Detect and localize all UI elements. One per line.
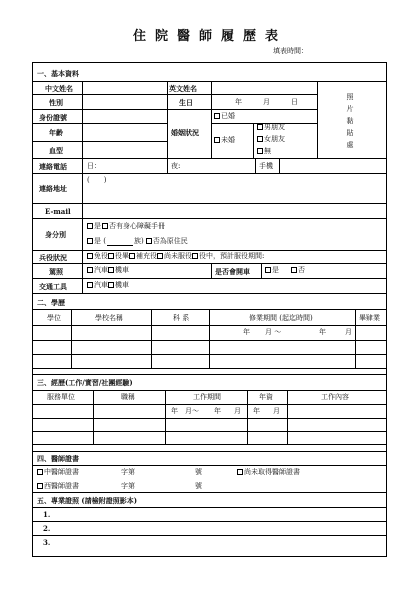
- military-exempt-checkbox[interactable]: [87, 253, 93, 259]
- divider: [33, 94, 317, 95]
- divider: [33, 109, 317, 110]
- marital-status-label: 婚姻狀況: [171, 128, 199, 137]
- english-name-label: 英文姓名: [169, 84, 197, 93]
- chinese-cert-number-label: 號: [195, 468, 202, 476]
- divider: [211, 81, 212, 159]
- girlfriend-option: 女朋友: [257, 136, 285, 143]
- divider: [317, 81, 318, 159]
- disability-option: 是 否有身心障礙手冊: [87, 223, 165, 230]
- not-obtained-checkbox[interactable]: [237, 469, 243, 475]
- divider: [33, 173, 386, 174]
- experience-col-years: 年資: [259, 393, 273, 401]
- divider: [33, 263, 386, 264]
- divider: [151, 309, 152, 368]
- divider: [33, 123, 167, 124]
- education-col-school: 學校名稱: [95, 314, 123, 322]
- blood-type-label: 血型: [49, 146, 63, 155]
- photo-label-char: 片: [346, 104, 354, 113]
- id-number-label: 身份證號: [39, 113, 67, 122]
- section-experience-heading: 三、經歷(工作/實習/社團經驗): [37, 378, 133, 387]
- aboriginal-option: 是 ( 族) 否為原住民: [87, 238, 188, 246]
- divider: [33, 390, 386, 391]
- divider: [167, 158, 168, 173]
- education-period-end-year: 年: [319, 328, 326, 336]
- chinese-name-label: 中文姓名: [45, 84, 73, 93]
- address-label: 連絡地址: [39, 184, 67, 193]
- tribe-field[interactable]: [107, 238, 133, 246]
- birthday-label: 生日: [179, 98, 193, 107]
- experience-start-year: 年: [171, 407, 178, 415]
- email-label: E-mail: [45, 207, 71, 216]
- not-obtained-option: 尚未取得醫師證書: [237, 469, 300, 476]
- resume-form: [32, 62, 387, 557]
- divider: [247, 390, 248, 444]
- birthday-year-label: 年: [235, 98, 242, 106]
- experience-col-unit: 服務單位: [47, 393, 75, 401]
- birthday-day-label: 日: [291, 98, 298, 106]
- experience-row-divider: [33, 444, 386, 445]
- divider: [33, 374, 386, 375]
- birthday-month-label: 月: [263, 98, 270, 106]
- photo-label-char: 黏: [346, 116, 354, 125]
- education-period-start-year: 年: [243, 328, 250, 336]
- military-pending-checkbox[interactable]: [157, 253, 163, 259]
- divider: [355, 309, 356, 368]
- education-col-period: 修業期間 (起迄時間): [249, 314, 313, 322]
- military-serving-checkbox[interactable]: [192, 253, 198, 259]
- experience-years-year: 年: [253, 407, 260, 415]
- divider: [33, 492, 386, 493]
- education-period-end-month: 月: [345, 328, 352, 336]
- document-title: 住院醫師履歷表: [132, 29, 287, 44]
- girlfriend-checkbox[interactable]: [257, 136, 263, 142]
- divider: [82, 81, 83, 293]
- boyfriend-option: 男朋友: [257, 124, 285, 131]
- divider: [33, 278, 386, 279]
- experience-row-divider: [33, 431, 386, 432]
- photo-label-char: 照: [346, 92, 354, 101]
- military-served-checkbox[interactable]: [108, 253, 114, 259]
- license-label: 駕照: [49, 267, 63, 276]
- mobile-label: 手機: [259, 162, 273, 170]
- photo-area: [318, 83, 382, 158]
- education-col-dept: 科 系: [173, 314, 190, 322]
- can-drive-options: 是 否: [265, 267, 305, 274]
- phone-label: 連絡電話: [39, 162, 67, 171]
- experience-start-month: 月～: [185, 407, 199, 415]
- military-substitute-checkbox[interactable]: [129, 253, 135, 259]
- divider: [255, 158, 256, 173]
- military-options: 免役 役畢 補充役 尚未服役 役中，預計服役期間:: [87, 253, 264, 260]
- divider: [33, 250, 386, 251]
- divider: [33, 158, 386, 159]
- divider: [33, 465, 386, 466]
- divider: [93, 390, 94, 444]
- aboriginal-yes-checkbox[interactable]: [87, 238, 93, 244]
- divider: [33, 218, 386, 219]
- unmarried-checkbox[interactable]: [214, 137, 220, 143]
- divider: [33, 535, 386, 536]
- license-motorcycle-checkbox[interactable]: [108, 267, 114, 273]
- divider: [211, 263, 212, 278]
- aboriginal-no-checkbox[interactable]: [146, 238, 152, 244]
- can-drive-no-checkbox[interactable]: [291, 267, 297, 273]
- section-certificates-heading: 五、專業證照 (請檢附證照影本): [37, 496, 138, 505]
- experience-col-period: 工作期間: [193, 393, 221, 401]
- unmarried-option: 未婚: [214, 137, 235, 144]
- married-checkbox[interactable]: [214, 113, 220, 119]
- transport-motorcycle-checkbox[interactable]: [108, 282, 114, 288]
- western-cert-checkbox[interactable]: [37, 483, 43, 489]
- photo-label-char: 處: [346, 140, 354, 149]
- experience-end-year: 年: [214, 407, 221, 415]
- section-education-heading: 二、學歷: [37, 298, 65, 307]
- gender-label: 性別: [49, 98, 63, 107]
- experience-col-content: 工作內容: [321, 393, 349, 401]
- identity-label: 身分別: [45, 230, 66, 239]
- fill-time-label: 填表時間：: [273, 47, 308, 55]
- divider: [279, 158, 280, 173]
- chinese-cert-word-label: 字第: [121, 468, 135, 476]
- age-label: 年齡: [49, 128, 63, 137]
- divider: [71, 309, 72, 368]
- experience-col-title: 職稱: [121, 393, 135, 401]
- photo-label-char: 貼: [346, 128, 354, 137]
- license-car-checkbox[interactable]: [87, 267, 93, 273]
- certificate-item: 1.: [43, 510, 51, 519]
- none-checkbox[interactable]: [257, 148, 263, 154]
- section-basic-heading: 一、基本資料: [37, 69, 79, 78]
- divider: [33, 451, 386, 452]
- transport-car-checkbox[interactable]: [87, 282, 93, 288]
- can-drive-label: 是否會開車: [215, 267, 250, 276]
- education-row-divider: [33, 368, 386, 369]
- divider: [165, 390, 166, 444]
- education-col-status: 畢肄業: [359, 314, 380, 322]
- western-cert-option: 西醫師證書: [37, 483, 79, 490]
- education-period-start-month: 月 ～: [265, 328, 282, 336]
- chinese-cert-checkbox[interactable]: [37, 469, 43, 475]
- divider: [33, 507, 386, 508]
- divider: [167, 81, 168, 159]
- western-cert-number-label: 號: [195, 482, 202, 490]
- military-label: 兵役狀況: [39, 253, 67, 262]
- experience-end-month: 月: [234, 407, 241, 415]
- disability-no-checkbox[interactable]: [102, 223, 108, 229]
- western-cert-word-label: 字第: [121, 482, 135, 490]
- transport-label: 交通工具: [39, 282, 67, 291]
- disability-yes-checkbox[interactable]: [87, 223, 93, 229]
- certificate-item: 2.: [43, 524, 51, 533]
- phone-night-label: 夜:: [171, 162, 181, 170]
- divider: [253, 123, 254, 159]
- divider: [33, 81, 386, 82]
- phone-day-label: 日：: [87, 162, 101, 170]
- zip-code-field[interactable]: ( ): [87, 176, 107, 184]
- divider: [33, 404, 386, 405]
- can-drive-yes-checkbox[interactable]: [265, 267, 271, 273]
- chinese-cert-option: 中醫師證書: [37, 469, 79, 476]
- divider: [33, 293, 386, 294]
- divider: [33, 203, 386, 204]
- divider: [261, 263, 262, 278]
- experience-years-month: 月: [273, 407, 280, 415]
- certificate-item: 3.: [43, 538, 51, 547]
- education-col-degree: 學位: [47, 314, 61, 322]
- experience-row-divider: [33, 418, 386, 419]
- boyfriend-checkbox[interactable]: [257, 124, 263, 130]
- section-license-heading: 四、醫師證書: [37, 454, 79, 463]
- divider: [33, 521, 386, 522]
- divider: [287, 390, 288, 444]
- license-options: 汽車 機車: [87, 267, 129, 274]
- divider: [33, 141, 167, 142]
- transport-options: 汽車 機車: [87, 282, 129, 289]
- divider: [209, 309, 210, 368]
- none-option: 無: [257, 148, 271, 155]
- married-option: 已婚: [214, 113, 235, 120]
